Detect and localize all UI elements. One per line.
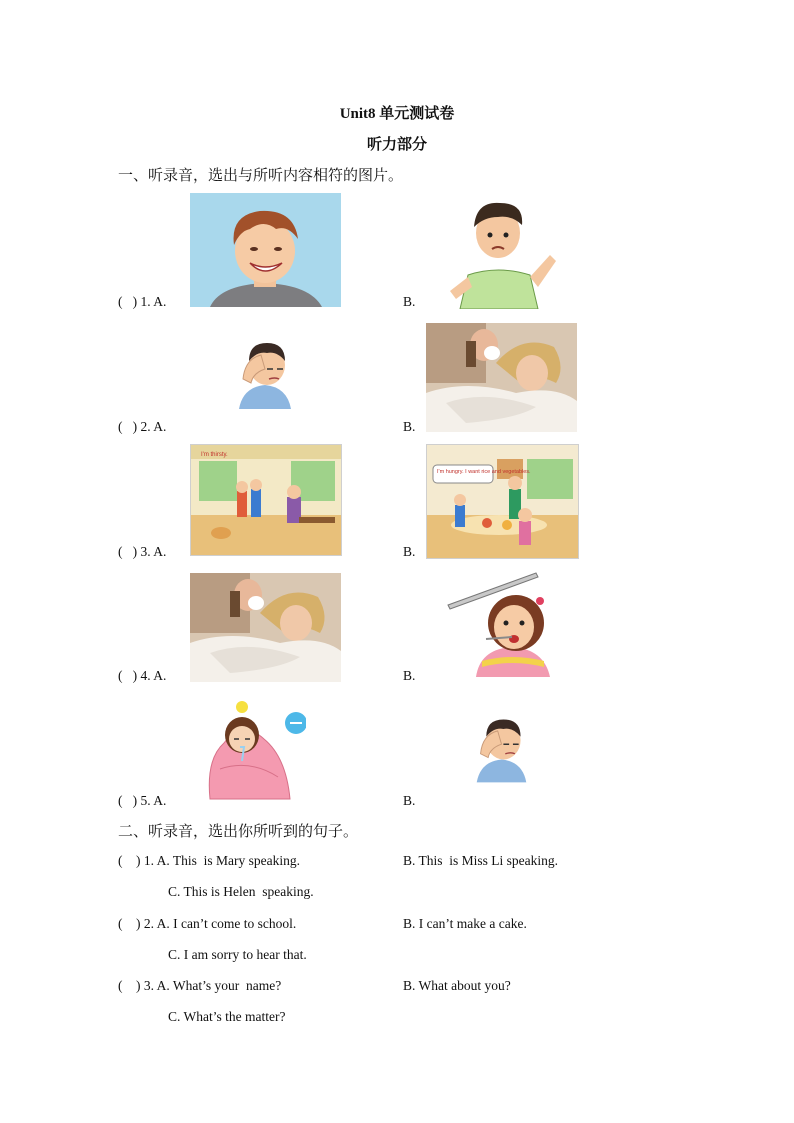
p2-q3-b: B. What about you? xyxy=(403,978,511,993)
page-subtitle: 听力部分 xyxy=(366,137,427,153)
thirsty-bubble: I'm thirsty. xyxy=(201,452,228,458)
hungry-family-image xyxy=(426,444,579,559)
p2-q1-b: B. This is Miss Li speaking. xyxy=(403,853,559,868)
p2-q2-b: B. I can’t make a cake. xyxy=(403,916,527,931)
sick-woman-in-bed-image-2 xyxy=(190,573,341,682)
item2-option-b: B. xyxy=(403,419,416,434)
p2-q3-c: C. What’s the matter? xyxy=(168,1009,286,1024)
item4-option-b: B. xyxy=(403,668,416,683)
item5-option-b: B. xyxy=(403,793,416,808)
girl-with-thermometer-image xyxy=(446,569,556,677)
item4-label: ( ) 4. A. xyxy=(118,668,167,683)
part1-heading: 一、听录音，选出与所听内容相符的图片。 xyxy=(118,168,404,184)
p2-q2-c: C. I am sorry to hear that. xyxy=(168,947,307,962)
p2-q1-a: ( ) 1. A. This is Mary speaking. xyxy=(118,853,300,868)
sick-woman-in-bed-image xyxy=(426,323,577,432)
thirsty-family-image xyxy=(190,444,342,556)
hungry-bubble: I'm hungry. I want rice and vegetables. xyxy=(437,469,531,475)
item5-label: ( ) 5. A. xyxy=(118,793,167,808)
headache-boy-image xyxy=(233,339,297,409)
worried-boy-image xyxy=(438,195,563,309)
item1-label: ( ) 1. A. xyxy=(118,294,167,309)
item3-option-b: B. xyxy=(403,544,416,559)
item3-label: ( ) 3. A. xyxy=(118,544,167,559)
cold-girl-in-blanket-image xyxy=(206,699,306,805)
item2-label: ( ) 2. A. xyxy=(118,419,167,434)
part2-heading: 二、听录音，选出你所听到的句子。 xyxy=(118,824,359,840)
page-title: Unit8 单元测试卷 xyxy=(339,106,455,122)
item1-option-b: B. xyxy=(403,294,416,309)
p2-q1-c: C. This is Helen speaking. xyxy=(168,884,314,899)
headache-boy-image-2 xyxy=(471,714,532,784)
p2-q3-a: ( ) 3. A. What’s your name? xyxy=(118,978,282,993)
p2-q2-a: ( ) 2. A. I can’t come to school. xyxy=(118,916,297,931)
smiling-boy-image xyxy=(190,193,341,307)
